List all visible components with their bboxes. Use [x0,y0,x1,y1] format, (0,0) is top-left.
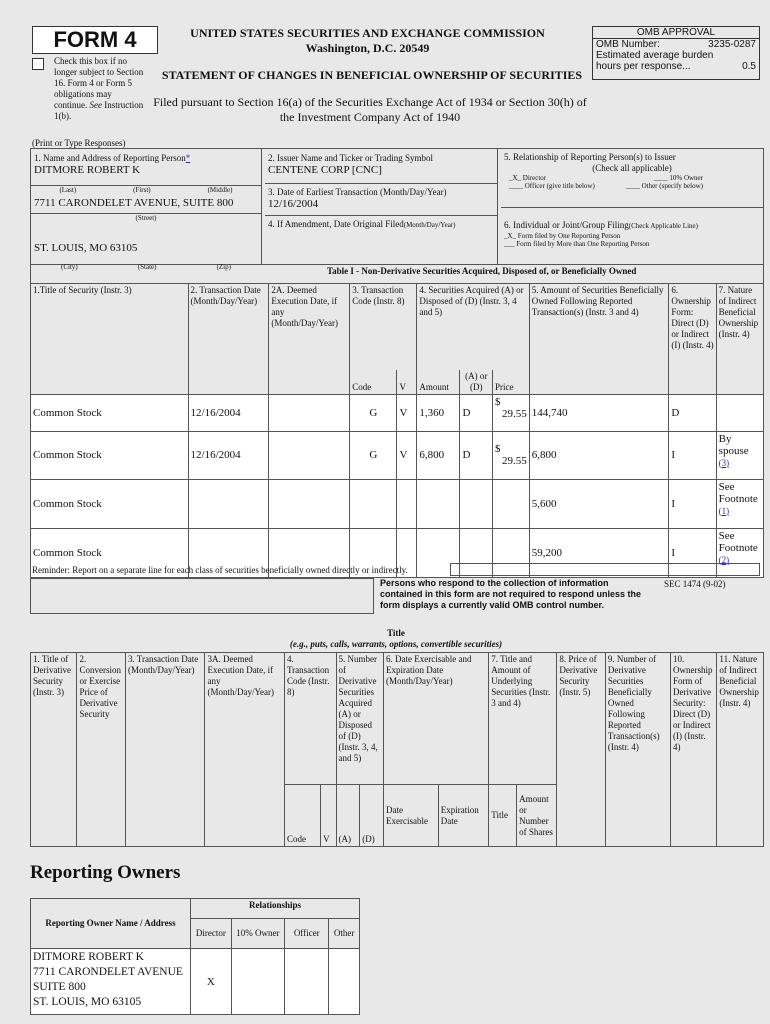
reminder-text: Reminder: Report on a separate line for each class of securities beneficially owned directly or indirectly. [32,565,408,575]
t1-col-form: 6. Ownership Form: Direct (D) or Indirect (I) (Instr. 4) [669,284,716,395]
row4-form: I [669,528,716,577]
row1-ad: D [460,394,493,431]
t1-col-code: 3. Transaction Code (Instr. 8) [350,284,417,370]
officer-checkbox[interactable]: ____ Officer (give title below) [509,182,595,190]
t2-sub-date-ex: Date Exercisable [384,785,439,847]
row1-amount: 1,360 [417,394,460,431]
row1-deemed [269,394,350,431]
reporting-owners-table [30,898,360,1015]
owner-address-3: ST. LOUIS, MO 63105 [33,996,142,1008]
omb-hours: 0.5 [742,61,756,72]
filed-pursuant-line2: the Investment Company Act of 1940 [279,110,461,124]
box5-sub: (Check all applicable) [592,163,672,173]
ten-owner-checkbox[interactable]: ____ 10% Owner [653,174,703,182]
t1-col-securities: 4. Securities Acquired (A) or Disposed of (D) (Instr. 3, 4 and 5) [417,284,529,370]
table1-title: Table I - Non-Derivative Securities Acquired, Disposed of, or Beneficially Owned [327,266,637,276]
row1-price-symbol: $ [495,395,501,408]
footnote-3-link[interactable]: (3) [718,457,730,468]
row1-v: V [397,394,417,431]
checkbox-text: Check this box if no longer subject to Section 16. Form 4 or Form 5 obligations may continue. See Instruction 1(b). [54,56,144,121]
t2-col-conversion: 2. Conversion or Exercise Price of Derivative Security [77,653,126,847]
agency-city: Washington, D.C. 20549 [305,41,430,55]
t2-col-price: 8. Price of Derivative Security (Instr. 5) [557,653,606,847]
row2-code: G [350,431,397,479]
owner-name: DITMORE ROBERT K [33,951,144,963]
omb-number: 3235-0287 [708,39,756,50]
row2-price: 29.55 [502,455,527,467]
row3-form: I [669,479,716,528]
reporting-person-name: DITMORE ROBERT K [34,164,141,176]
row3-nature: See Footnote (1) [716,479,763,528]
other-header: Other [329,919,360,949]
omb-approval-box [592,26,760,80]
row1-date: 12/16/2004 [188,394,269,431]
director-header: Director [191,919,232,949]
box6-label: 6. Individual or Joint/Group Filing(Check Applicable Line) [504,220,698,230]
owner-address-2: SUITE 800 [33,981,86,993]
t1-col-date: 2. Transaction Date (Month/Day/Year) [188,284,269,395]
t2-sub-exp: Expiration Date [438,785,489,847]
sec-code: SEC 1474 (9-02) [664,579,726,589]
box1-asterisk-link[interactable]: * [185,153,191,163]
row3-code [350,479,397,528]
t1-col-owned: 5. Amount of Securities Beneficially Owned Following Reported Transaction(s) (Instr. 3 and 4) [529,284,669,395]
director-checkbox[interactable]: _X_ Director [509,174,547,182]
state-label: (State) [137,263,157,271]
row2-price-cell [493,431,530,479]
footnote-2-link[interactable]: (2) [718,554,730,565]
row3-price [493,479,530,528]
row2-v: V [397,431,417,479]
t2-sub-v: V [321,785,336,847]
t2-sub-title: Title [489,785,517,847]
t1-sub-amount: Amount [417,370,460,395]
t1-sub-code: Code [350,370,397,395]
t2-col-owned: 9. Number of Derivative Securities Beneficially Owned Following Reported Transaction(s) (Instr. 4) [605,653,670,847]
table-row [31,431,764,479]
omb-number-label: OMB Number: [596,39,660,50]
t2-col-deemed: 3A. Deemed Execution Date, if any (Month/Day/Year) [205,653,284,847]
row3-v [397,479,417,528]
t2-col-title: 1. Title of Derivative Security (Instr. 3) [31,653,77,847]
owner-name-header: Reporting Owner Name / Address [31,899,191,949]
zip-label: (Zip) [216,263,231,271]
row1-price-cell [493,394,530,431]
table1-title-row [30,263,764,284]
reminder-box [450,563,760,576]
notice-box [30,578,374,614]
ten-owner-header: 10% Owner [231,919,284,949]
city-address: ST. LOUIS, MO 63105 [34,242,138,254]
t2-sub-amount: Amount or Number of Shares [517,785,557,847]
row2-nature: By spouse (3) [716,431,763,479]
omb-hours-label: hours per response... [596,61,691,72]
t2-col-underlying: 7. Title and Amount of Underlying Securities (Instr. 3 and 4) [489,653,557,785]
box3-label: 3. Date of Earliest Transaction (Month/Day/Year) [268,187,447,197]
t2-sub-code: Code [284,785,320,847]
t2-col-code: 4. Transaction Code (Instr. 8) [284,653,336,785]
table2-title: Title [387,628,405,638]
row3-owned: 5,600 [529,479,669,528]
omb-title: OMB APPROVAL [593,27,759,39]
multiple-persons-option[interactable]: ___ Form filed by More than One Reporting Person [504,240,650,248]
owner-address-1: 7711 CARONDELET AVENUE [33,966,183,978]
t2-sub-a: (A) [336,785,360,847]
statement-title: STATEMENT OF CHANGES IN BENEFICIAL OWNERSHIP OF SECURITIES [161,68,583,82]
row2-deemed [269,431,350,479]
row1-owned: 144,740 [529,394,669,431]
street-label: (Street) [31,213,261,222]
relationships-header: Relationships [191,899,360,919]
row3-deemed [269,479,350,528]
row2-amount: 6,800 [417,431,460,479]
row2-owned: 6,800 [529,431,669,479]
no-longer-subject-checkbox[interactable] [32,58,44,70]
earliest-transaction-date: 12/16/2004 [268,198,319,210]
owner-director-mark: X [191,949,232,1015]
t2-sub-d: (D) [360,785,384,847]
row3-ad [460,479,493,528]
table-row [31,394,764,431]
table1 [30,283,764,578]
table2-subtitle: (e.g., puts, calls, warrants, options, convertible securities) [289,639,503,649]
t2-col-form: 10. Ownership Form of Derivative Security: Direct (D) or Indirect (I) (Instr. 4) [670,653,716,847]
row1-form: D [669,394,716,431]
street-address: 7711 CARONDELET AVENUE, SUITE 800 [34,197,234,209]
row2-date: 12/16/2004 [188,431,269,479]
t2-col-date: 3. Transaction Date (Month/Day/Year) [125,653,204,847]
t1-col-deemed: 2A. Deemed Execution Date, if any (Month/Day/Year) [269,284,350,395]
first-label: (First) [133,186,151,194]
last-label: (Last) [59,186,77,194]
t2-col-nature: 11. Nature of Indirect Beneficial Ownership (Instr. 4) [717,653,764,847]
reporting-person-section [30,148,764,265]
owner-other-cell [329,949,360,1015]
filed-pursuant-line1: Filed pursuant to Section 16(a) of the Securities Exchange Act of 1934 or Section 30(h) of [153,95,587,109]
see-text: See [89,100,102,110]
middle-label: (Middle) [207,186,233,194]
form-title: FORM 4 [32,26,158,54]
box2-label: 2. Issuer Name and Ticker or Trading Symbol [268,153,433,163]
row2-security: Common Stock [31,431,189,479]
table2 [30,652,764,847]
box5-label: 5. Relationship of Reporting Person(s) to Issuer [504,152,676,162]
print-type-note: (Print or Type Responses) [32,138,126,148]
t1-col-title: 1.Title of Security (Instr. 3) [31,284,189,395]
t1-sub-aord: (A) or (D) [460,370,493,395]
row3-date [188,479,269,528]
issuer-name: CENTENE CORP [CNC] [268,164,382,176]
other-checkbox[interactable]: ____ Other (specify below) [625,182,703,190]
row1-nature [716,394,763,431]
omb-burden: Estimated average burden [596,50,714,61]
box1-label: 1. Name and Address of Reporting Person [34,153,186,163]
footnote-1-link[interactable]: (1) [718,505,730,516]
officer-header: Officer [285,919,329,949]
row2-form: I [669,431,716,479]
persons-notice: Persons who respond to the collection of information contained in this form are not required to respond unless the form displays a currently valid OMB control number. [380,578,642,610]
t1-sub-price: Price [493,370,530,395]
row4-owned: 59,200 [529,528,669,577]
t1-col-nature: 7. Nature of Indirect Beneficial Ownership (Instr. 4) [716,284,763,395]
table-row [31,479,764,528]
row3-amount [417,479,460,528]
owner-row [31,949,360,1015]
reporting-owners-heading: Reporting Owners [30,862,181,883]
row4-nature: See Footnote (2) [716,528,763,577]
row1-price: 29.55 [502,407,527,420]
owner-officer-cell [285,949,329,1015]
one-person-option[interactable]: _X_ Form filed by One Reporting Person [504,232,621,240]
row1-security: Common Stock [31,394,189,431]
t2-col-exercisable: 6. Date Exercisable and Expiration Date (Month/Day/Year) [384,653,489,785]
owner-ten-owner-cell [231,949,284,1015]
t1-sub-v: V [397,370,417,395]
row4-security: Common Stock [31,528,189,577]
city-label: (City) [61,263,78,271]
t2-col-number: 5. Number of Derivative Securities Acquired (A) or Disposed of (D) (Instr. 3, 4, and 5) [336,653,383,785]
box4-label: 4. If Amendment, Date Original Filed(Month/Day/Year) [268,219,456,229]
row2-price-symbol: $ [495,443,501,455]
row2-ad: D [460,431,493,479]
row1-code: G [350,394,397,431]
agency-name: UNITED STATES SECURITIES AND EXCHANGE COMMISSION [190,26,545,40]
row3-security: Common Stock [31,479,189,528]
